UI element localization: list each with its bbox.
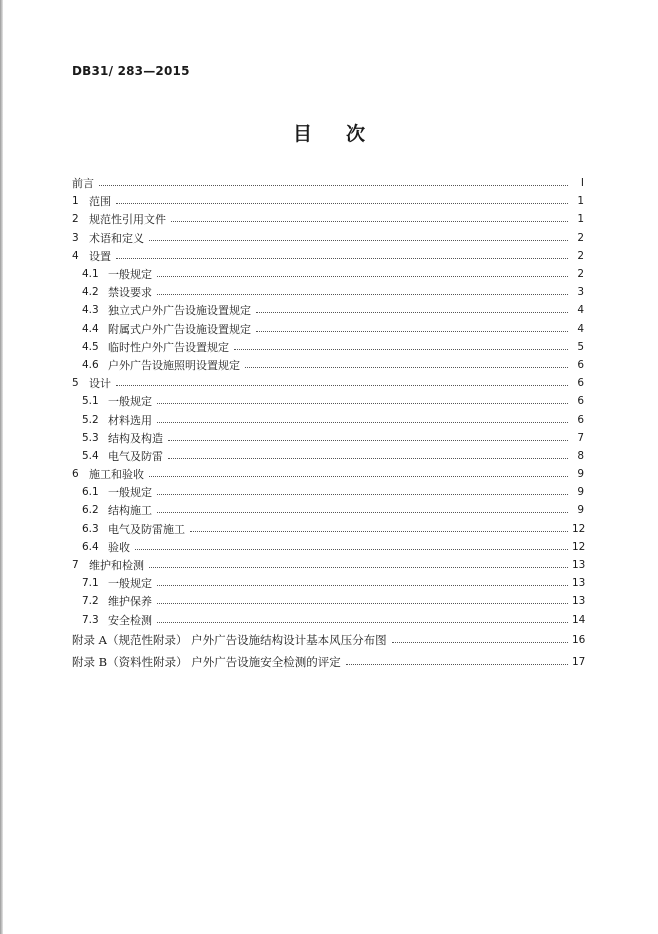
toc-entry-number: 7.3 (82, 613, 99, 626)
toc-entry-title: 附属式户外广告设施设置规定 (108, 322, 251, 336)
toc-entry-number: 5.2 (82, 413, 99, 426)
dot-leader (116, 257, 568, 259)
toc-entry-5-4[interactable] (72, 447, 584, 465)
dot-leader (116, 202, 568, 204)
toc-entry-7-1[interactable] (72, 574, 584, 592)
toc-entry-page: 16 (572, 633, 586, 646)
toc-entry-title: 材料选用 (108, 413, 152, 427)
dot-leader (256, 330, 568, 332)
toc-entry-number: 6 (72, 468, 79, 481)
toc-entry-7[interactable] (72, 556, 584, 574)
toc-entry-page: 12 (572, 540, 586, 553)
toc-entry-number: 4.5 (82, 340, 99, 353)
toc-entry-7-2[interactable] (72, 592, 584, 610)
toc-entry-page: 12 (572, 522, 586, 535)
dot-leader (157, 584, 568, 586)
toc-entry-title: 附录 B（资料性附录） 户外广告设施安全检测的评定 (72, 654, 341, 669)
dot-leader (234, 348, 568, 350)
toc-entry-page: 4 (577, 304, 584, 317)
toc-entry-title: 结构及构造 (108, 431, 163, 445)
toc-entry-page: Ⅰ (580, 177, 584, 190)
toc-entry-page: 6 (577, 395, 584, 408)
toc-entry-title: 一般规定 (108, 486, 152, 500)
toc-entry-page: 1 (577, 195, 584, 208)
dot-leader (157, 293, 568, 295)
toc-entry-4-6[interactable] (72, 356, 584, 374)
toc-entry-number: 4.2 (82, 286, 99, 299)
toc-entry-number: 7.2 (82, 595, 99, 608)
toc-entry-4-2[interactable] (72, 283, 584, 301)
dot-leader (99, 184, 568, 186)
toc-entry-page: 8 (577, 449, 584, 462)
toc-entry-title: 临时性户外广告设置规定 (108, 340, 229, 354)
toc-entry-number: 6.2 (82, 504, 99, 517)
dot-leader (168, 457, 568, 459)
toc-entry-page: 2 (577, 268, 584, 281)
dot-leader (157, 421, 568, 423)
toc-entry-title: 一般规定 (108, 577, 152, 591)
toc-entry-title: 独立式户外广告设施设置规定 (108, 304, 251, 318)
toc-entry-page: 6 (577, 358, 584, 371)
toc-entry-page: 9 (577, 468, 584, 481)
dot-leader (149, 566, 568, 568)
toc-entry-number: 4 (72, 249, 79, 262)
dot-leader (157, 511, 568, 513)
dot-leader (149, 239, 568, 241)
toc-entry-2[interactable] (72, 210, 584, 228)
toc-entry-number: 4.1 (82, 268, 99, 281)
toc-entry-number: 2 (72, 213, 79, 226)
toc-entry-page: 7 (577, 431, 584, 444)
toc-entry-title: 验收 (108, 540, 130, 554)
toc-entry-number: 5 (72, 377, 79, 390)
toc-entry-title: 前言 (72, 177, 94, 191)
toc-entry-page: 13 (572, 595, 586, 608)
dot-leader (135, 548, 568, 550)
toc-entry-page: 9 (577, 504, 584, 517)
toc-entry-page: 5 (577, 340, 584, 353)
dot-leader (157, 402, 568, 404)
toc-entry-title: 设计 (89, 377, 111, 391)
toc-entry-title: 维护保养 (108, 595, 152, 609)
toc-entry-4-5[interactable] (72, 338, 584, 356)
toc-entry-title: 术语和定义 (89, 231, 144, 245)
toc-entry-page: 14 (572, 613, 586, 626)
toc-entry-number: 5.1 (82, 395, 99, 408)
toc-entry-number: 6.4 (82, 540, 99, 553)
toc-entry-page: 9 (577, 486, 584, 499)
dot-leader (157, 275, 568, 277)
toc-entry-1[interactable] (72, 192, 584, 210)
toc-entry-page: 17 (572, 655, 586, 668)
document-code: DB31/ 283—2015 (72, 64, 190, 78)
dot-leader (149, 475, 568, 477)
dot-leader (168, 439, 568, 441)
toc-entry-page: 13 (572, 577, 586, 590)
toc-entry-6[interactable] (72, 465, 584, 483)
toc-entry-title: 规范性引用文件 (89, 213, 166, 227)
dot-leader (157, 602, 568, 604)
toc-entry-title: 一般规定 (108, 268, 152, 282)
toc-entry-5-2[interactable] (72, 410, 584, 428)
dot-leader (392, 641, 568, 643)
toc-entry-number: 1 (72, 195, 79, 208)
toc-entry-5-1[interactable] (72, 392, 584, 410)
toc-entry-number: 5.3 (82, 431, 99, 444)
toc-entry-number: 6.3 (82, 522, 99, 535)
toc-entry-title: 附录 A（规范性附录） 户外广告设施结构设计基本风压分布图 (72, 632, 387, 647)
toc-entry-6-3[interactable] (72, 520, 584, 538)
dot-leader (346, 663, 568, 665)
toc-entry-foreword[interactable] (72, 174, 584, 192)
toc-entry-6-2[interactable] (72, 501, 584, 519)
toc-entry-number: 7 (72, 559, 79, 572)
toc-entry-number: 3 (72, 231, 79, 244)
toc-entry-page: 6 (577, 413, 584, 426)
toc-entry-5-3[interactable] (72, 429, 584, 447)
toc-entry-number: 4.6 (82, 358, 99, 371)
dot-leader (256, 311, 568, 313)
toc-entry-title: 禁设要求 (108, 286, 152, 300)
toc-entry-number: 6.1 (82, 486, 99, 499)
toc-entry-4-3[interactable] (72, 301, 584, 319)
dot-leader (171, 220, 568, 222)
toc-entry-5[interactable] (72, 374, 584, 392)
toc-entry-number: 7.1 (82, 577, 99, 590)
toc-entry-title: 户外广告设施照明设置规定 (108, 358, 240, 372)
toc-entry-4-4[interactable] (72, 320, 584, 338)
toc-entry-6-1[interactable] (72, 483, 584, 501)
toc-entry-title: 电气及防雷 (108, 449, 163, 463)
toc-entry-title: 范围 (89, 195, 111, 209)
dot-leader (157, 621, 568, 623)
toc-entry-4[interactable] (72, 247, 584, 265)
dot-leader (116, 384, 568, 386)
toc-entry-title: 一般规定 (108, 395, 152, 409)
toc-entry-title: 电气及防雷施工 (108, 522, 185, 536)
toc-entry-4-1[interactable] (72, 265, 584, 283)
dot-leader (157, 493, 568, 495)
toc-entry-page: 3 (577, 286, 584, 299)
toc-entry-title: 设置 (89, 249, 111, 263)
page-title: 目次 (292, 123, 399, 145)
dot-leader (190, 530, 568, 532)
toc-entry-6-4[interactable] (72, 538, 584, 556)
toc-entry-title: 维护和检测 (89, 559, 144, 573)
toc-entry-page: 6 (577, 377, 584, 390)
toc-entry-appendix-b[interactable] (72, 651, 584, 673)
toc-entry-page: 13 (572, 559, 586, 572)
toc-entry-number: 4.3 (82, 304, 99, 317)
toc-entry-appendix-a[interactable] (72, 629, 584, 651)
toc-entry-title: 安全检测 (108, 613, 152, 627)
toc-entry-number: 5.4 (82, 449, 99, 462)
dot-leader (245, 366, 568, 368)
toc-entry-title: 施工和验收 (89, 468, 144, 482)
toc-entry-page: 1 (577, 213, 584, 226)
toc-entry-page: 2 (577, 249, 584, 262)
toc-entry-3[interactable] (72, 229, 584, 247)
toc-entry-page: 2 (577, 231, 584, 244)
toc-entry-number: 4.4 (82, 322, 99, 335)
toc-entry-title: 结构施工 (108, 504, 152, 518)
toc-entry-page: 4 (577, 322, 584, 335)
toc-entry-7-3[interactable] (72, 611, 584, 629)
table-of-contents (72, 174, 584, 673)
